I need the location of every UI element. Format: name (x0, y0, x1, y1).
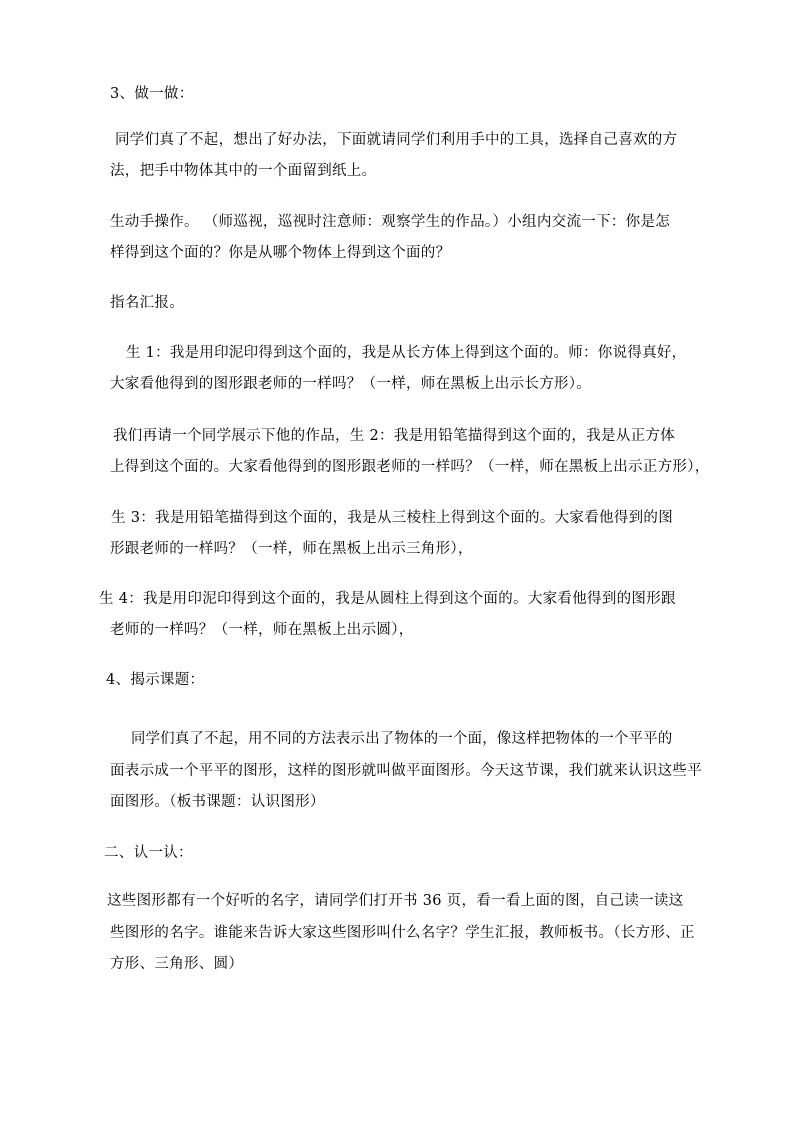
paragraph-line: 同学们真了不起，想出了好办法，下面就请同学们利用手中的工具，选择自己喜欢的方 (115, 132, 678, 148)
paragraph-line: 指名汇报。 (110, 295, 184, 311)
paragraph-line: 法，把手中物体其中的一个面留到纸上。 (110, 163, 377, 179)
paragraph-line: 生 1：我是用印泥印得到这个面的，我是从长方体上得到这个面的。师：你说得真好， (126, 345, 687, 361)
paragraph-line: 面表示成一个平平的图形，这样的图形就叫做平面图形。今天这节课，我们就来认识这些平 (110, 763, 702, 779)
paragraph-line: 形跟老师的一样吗？（一样，师在黑板上出示三角形）， (110, 541, 473, 557)
paragraph-line: 面图形。（板书课题：认识图形） (110, 794, 325, 810)
paragraph-line: 生 3：我是用铅笔描得到这个面的，我是从三棱柱上得到这个面的。大家看他得到的图 (111, 510, 674, 526)
paragraph-line: 我们再请一个同学展示下他的作品，生 2：我是用铅笔描得到这个面的，我是从正方体 (113, 428, 676, 444)
section-heading-reveal-topic: 4、揭示课题： (106, 672, 205, 688)
paragraph-line: 些图形的名字。谁能来告诉大家这些图形叫什么名字？学生汇报，教师板书。（长方形、正 (110, 925, 695, 941)
paragraph-line: 样得到这个面的？你是从哪个物体上得到这个面的？ (110, 245, 451, 261)
paragraph-line: 上得到这个面的。大家看他得到的图形跟老师的一样吗？（一样，师在黑板上出示正方形）， (110, 459, 710, 475)
paragraph-line: 方形、三角形、圆） (110, 956, 244, 972)
section-heading-recognize: 二、认一认： (104, 845, 193, 861)
paragraph-line: 同学们真了不起，用不同的方法表示出了物体的一个面，像这样把物体的一个平平的 (131, 731, 673, 747)
paragraph-line: 这些图形都有一个好听的名字，请同学们打开书 36 页，看一看上面的图，自己读一读这 (107, 893, 684, 909)
paragraph-line: 生 4：我是用印泥印得到这个面的，我是从圆柱上得到这个面的。大家看他得到的图形跟 (99, 591, 676, 607)
paragraph-line: 生动手操作。 （师巡视，巡视时注意师：观察学生的作品。）小组内交流一下：你是怎 (110, 214, 671, 230)
paragraph-line: 大家看他得到的图形跟老师的一样吗？（一样，师在黑板上出示长方形）。 (110, 376, 592, 392)
section-heading-do-it: 3、做一做： (110, 86, 194, 102)
paragraph-line: 老师的一样吗？（一样，师在黑板上出示圆）， (110, 622, 414, 638)
